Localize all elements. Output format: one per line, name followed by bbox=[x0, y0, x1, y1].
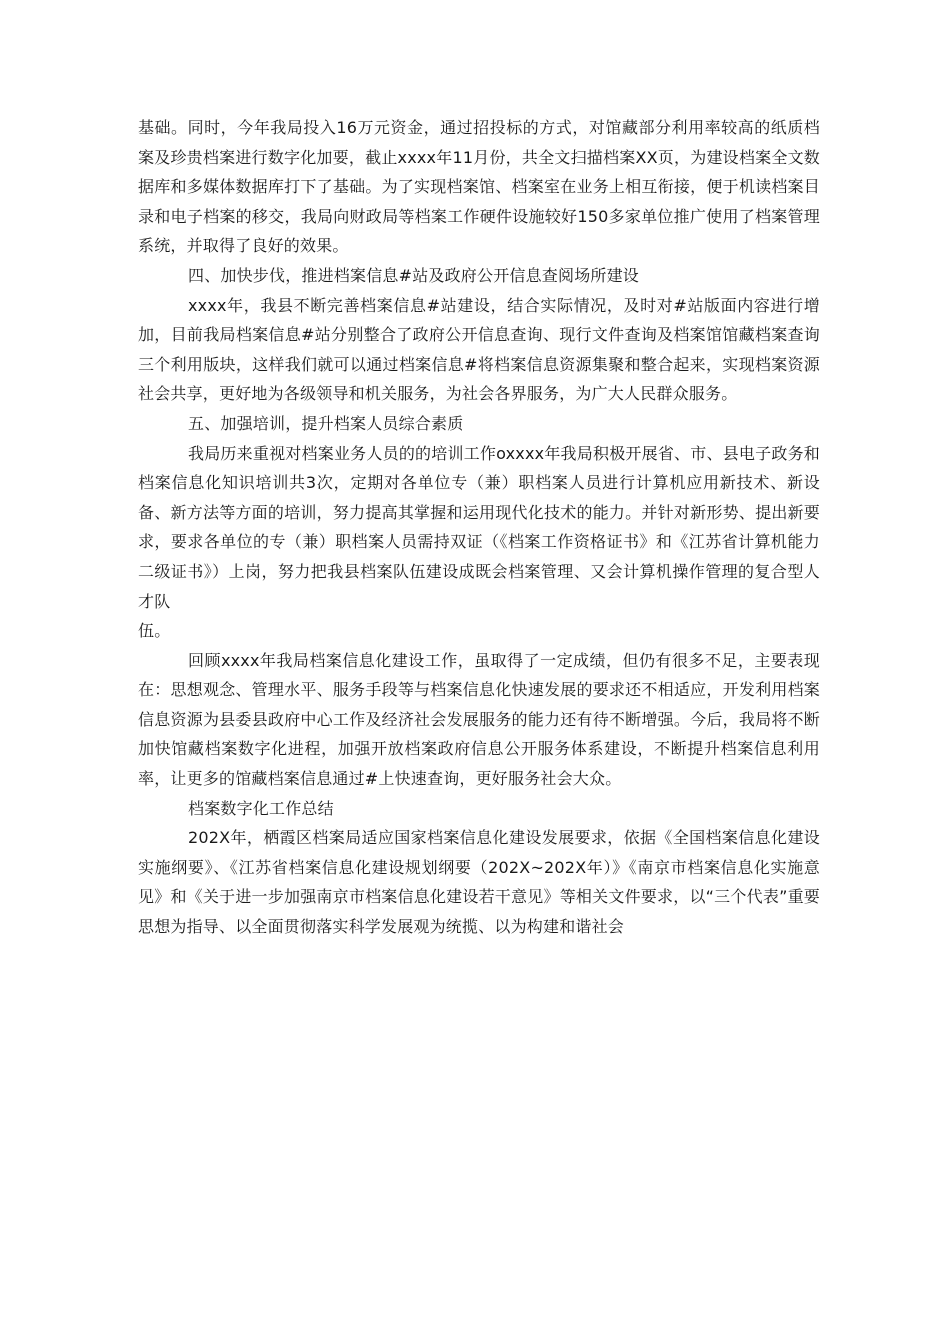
document-title: 档案数字化工作总结 bbox=[188, 798, 334, 818]
paragraph-4: 回顾xxxx年我局档案信息化建设工作，虽取得了一定成绩，但仍有很多不足，主要表现在：思想观念、管理水平、服务手段等与档案信息化快速发展的要求还不相适应，开发利用档案信息资源为县委县政府中心工作及经济社会发展服务的能力还有待不断增强。今后，我局将不断加快馆藏档案数字化进程，加强开放档案政府信息公开服务体系建设，不断提升档案信息利用率，让更多的馆藏档案信息通过#上快速查询，更好服务社会大众。 bbox=[138, 650, 820, 789]
document-body bbox=[138, 113, 820, 942]
section-heading-4: 四、加快步伐，推进档案信息#站及政府公开信息查阅场所建设 bbox=[188, 265, 640, 285]
paragraph-5: 202X年，栖霞区档案局适应国家档案信息化建设发展要求，依据《全国档案信息化建设实施纲要》、《江苏省档案信息化建设规划纲要（202X~202X年）》《南京市档案信息化实施意见》和《关于进一步加强南京市档案信息化建设若干意见》等相关文件要求，以“三个代表”重要思想为指导、以全面贯彻落实科学发展观为统揽、以为构建和谐社会 bbox=[138, 828, 820, 937]
paragraph-2: xxxx年，我县不断完善档案信息#站建设，结合实际情况，及时对#站版面内容进行增加，目前我局档案信息#站分别整合了政府公开信息查询、现行文件查询及档案馆馆藏档案查询三个利用版块，这样我们就可以通过档案信息#将档案信息资源集聚和整合起来，实现档案资源社会共享，更好地为各级领导和机关服务，为社会各界服务，为广大人民群众服务。 bbox=[138, 295, 820, 404]
paragraph-3-tail: 伍。 bbox=[138, 621, 171, 641]
section-heading-5: 五、加强培训，提升档案人员综合素质 bbox=[188, 413, 464, 433]
paragraph-3: 我局历来重视对档案业务人员的的培训工作oxxxx年我局积极开展省、市、县电子政务和档案信息化知识培训共3次，定期对各单位专（兼）职档案人员进行计算机应用新技术、新设备、新方法等方面的培训，努力提高其掌握和运用现代化技术的能力。并针对新形势、提出新要求，要求各单位的专（兼）职档案人员需持双证（《档案工作资格证书》和《江苏省计算机能力二级证书》）上岗，努力把我县档案队伍建设成既会档案管理、又会计算机操作管理的复合型人才队 bbox=[138, 443, 820, 611]
paragraph-1: 基础。同时，今年我局投入16万元资金，通过招投标的方式，对馆藏部分利用率较高的纸质档案及珍贵档案进行数字化加要，截止xxxx年11月份，共全文扫描档案XX页，为建设档案全文数据库和多媒体数据库打下了基础。为了实现档案馆、档案室在业务上相互衔接，便于机读档案目录和电子档案的移交，我局向财政局等档案工作硬件设施较好150多家单位推广使用了档案管理系统，并取得了良好的效果。 bbox=[138, 118, 820, 256]
